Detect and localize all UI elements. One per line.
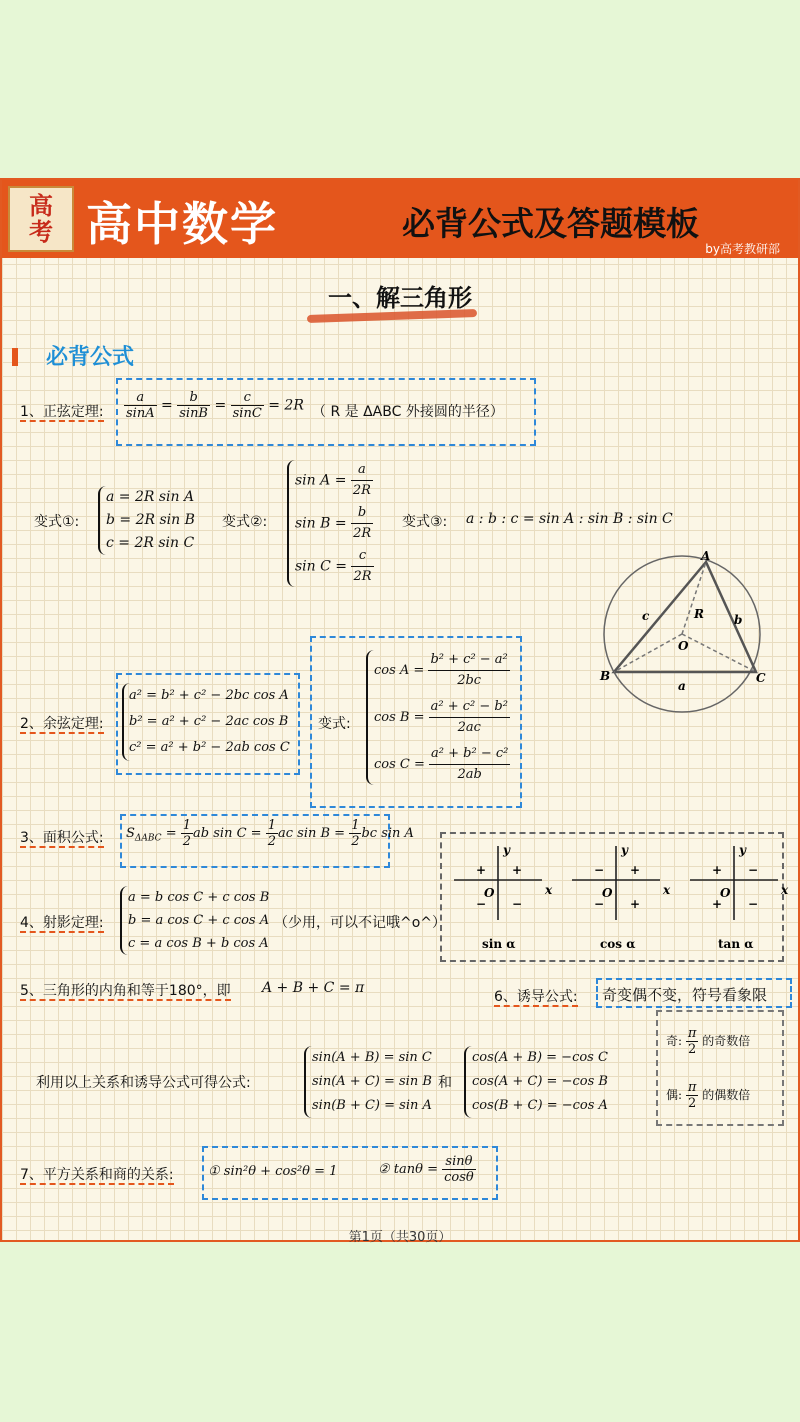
variant-1-label: 变式①: — [34, 514, 80, 530]
radius-oc — [682, 634, 756, 672]
quadrant-1-sign-1: + — [630, 863, 641, 877]
derived-cos-system: cos(A + B) = −cos C cos(A + C) = −cos B cos(B + C) = −cos A — [464, 1046, 608, 1118]
subheading-text: 必背公式 — [46, 345, 135, 370]
area-formula: $S_{\Delta ABC}$ = $\frac{1}{2}$ ab sin C = $\frac{1}{2}$ ac sin B = $\frac{1}{2}$ bc sin A — [126, 818, 414, 849]
x-axis-label-1: x — [663, 883, 671, 897]
radius-ob — [614, 634, 682, 672]
law-of-sines-note: （ R 是 ΔABC 外接圆的半径） — [312, 404, 504, 420]
quadrant-1-sign-0: + — [512, 863, 523, 877]
induction-rule: 奇变偶不变，符号看象限 — [602, 986, 768, 1004]
law-of-cosines-label: 2、余弦定理: — [20, 716, 104, 732]
formula-sheet — [0, 178, 800, 1245]
derived-and: 和 — [438, 1075, 452, 1091]
side-a: a — [678, 679, 686, 693]
quadrant-2-sign-0: + — [476, 863, 487, 877]
vertex-b: B — [600, 669, 611, 683]
angle-sum-label: 5、三角形的内角和等于180°，即 — [20, 983, 231, 999]
chart-caption-2: tan α — [718, 937, 754, 951]
brand-title: 高中数学 — [86, 197, 278, 251]
origin-label-1: O — [602, 886, 613, 900]
center-o: O — [678, 639, 689, 653]
derived-sin-system: sin(A + B) = sin C sin(A + C) = sin B sin(B + C) = sin A — [304, 1046, 432, 1118]
subheading — [12, 340, 134, 371]
x-axis-label-0: x — [545, 883, 553, 897]
logo — [8, 186, 74, 252]
quadrant-sign-charts — [444, 840, 789, 960]
projection-system: a = b cos C + c cos B b = a cos C + c cos A c = a cos B + b cos A — [120, 886, 269, 955]
angle-sum-formula: A + B + C = π — [262, 980, 365, 996]
projection-label: 4、射影定理: — [20, 915, 104, 931]
header-banner — [2, 180, 798, 258]
side-c: c — [642, 609, 650, 623]
odd-rule: 奇: $\frac{\pi}{2}$ 的奇数倍 — [666, 1026, 751, 1057]
quadrant-4-sign-2: − — [748, 897, 759, 911]
quadrant-3-sign-2: + — [712, 897, 723, 911]
x-axis-label-2: x — [781, 883, 789, 897]
variant-3-formula: a : b : c = sin A : sin B : sin C — [466, 511, 673, 527]
logo-char-bottom: 考 — [29, 217, 53, 246]
quadrant-2-sign-1: − — [594, 863, 605, 877]
chart-caption-1: cos α — [600, 937, 636, 951]
cos-variant-label: 变式: — [318, 716, 351, 732]
law-of-sines-formula: $\frac{a}{\sin A}$ = $\frac{b}{\sin B}$ = $\frac{c}{\sin C}$ = 2R — [126, 390, 304, 421]
law-of-cosines-system: a² = b² + c² − 2bc cos A b² = a² + c² − 2ac cos B c² = a² + b² − 2ab cos C — [122, 683, 290, 761]
side-b: b — [734, 613, 743, 627]
quadrant-1-sign-2: − — [748, 863, 759, 877]
page-footer: 第1页（共30页） — [348, 1230, 452, 1245]
projection-note: （少用，可以不记哦^o^） — [274, 915, 447, 931]
origin-label-2: O — [720, 886, 731, 900]
even-rule: 偶: $\frac{\pi}{2}$ 的偶数倍 — [666, 1080, 751, 1111]
logo-char-top: 高 — [29, 191, 53, 220]
vertex-a: A — [701, 549, 711, 563]
quadrant-4-sign-1: + — [630, 897, 641, 911]
radius-oa — [682, 562, 706, 634]
law-of-sines-label: 1、正弦定理: — [20, 404, 104, 420]
radius-label: R — [694, 607, 704, 621]
byline: by高考教研部 — [705, 242, 780, 256]
origin-label-0: O — [484, 886, 495, 900]
y-axis-label-2: y — [739, 843, 746, 857]
area-label: 3、面积公式: — [20, 830, 104, 846]
vertex-c: C — [756, 671, 766, 685]
variant-2-label: 变式②: — [222, 514, 268, 530]
induction-label: 6、诱导公式: — [494, 989, 578, 1005]
quadrant-2-sign-2: + — [712, 863, 723, 877]
derived-label: 利用以上关系和诱导公式可得公式: — [36, 1075, 251, 1091]
document-title: 必背公式及答题模板 — [402, 204, 699, 243]
cos-variant-system: cos A = $\frac{\text{b² + c² − a²}}{2bc}$ cos B = $\frac{\text{a² + c² − b²}}{2ac}$ cos C = $\frac{\text{a² + b² − c²}}{2ab}$ — [366, 650, 510, 785]
quotient-identity: ② tanθ = $\frac{\sin\theta}{\cos\theta}$ — [378, 1154, 474, 1185]
y-axis-label-1: y — [621, 843, 628, 857]
y-axis-label-0: y — [503, 843, 510, 857]
subheading-marker — [12, 348, 18, 366]
chart-caption-0: sin α — [482, 937, 516, 951]
variant-3-label: 变式③: — [402, 514, 448, 530]
pythagorean-identity: ① sin²θ + cos²θ = 1 — [208, 1164, 338, 1179]
quadrant-3-sign-1: − — [594, 897, 605, 911]
identities-label: 7、平方关系和商的关系: — [20, 1167, 174, 1183]
variant-1-system: a = 2R sin A b = 2R sin B c = 2R sin C — [98, 486, 195, 555]
circumcircle-figure — [598, 548, 768, 718]
section-title: 一、解三角形 — [328, 284, 472, 312]
quadrant-3-sign-0: − — [476, 897, 487, 911]
variant-2-system: sin A = $\frac{a}{2R}$ sin B = $\frac{b}{2R}$ sin C = $\frac{c}{2R}$ — [287, 460, 374, 587]
quadrant-4-sign-0: − — [512, 897, 523, 911]
